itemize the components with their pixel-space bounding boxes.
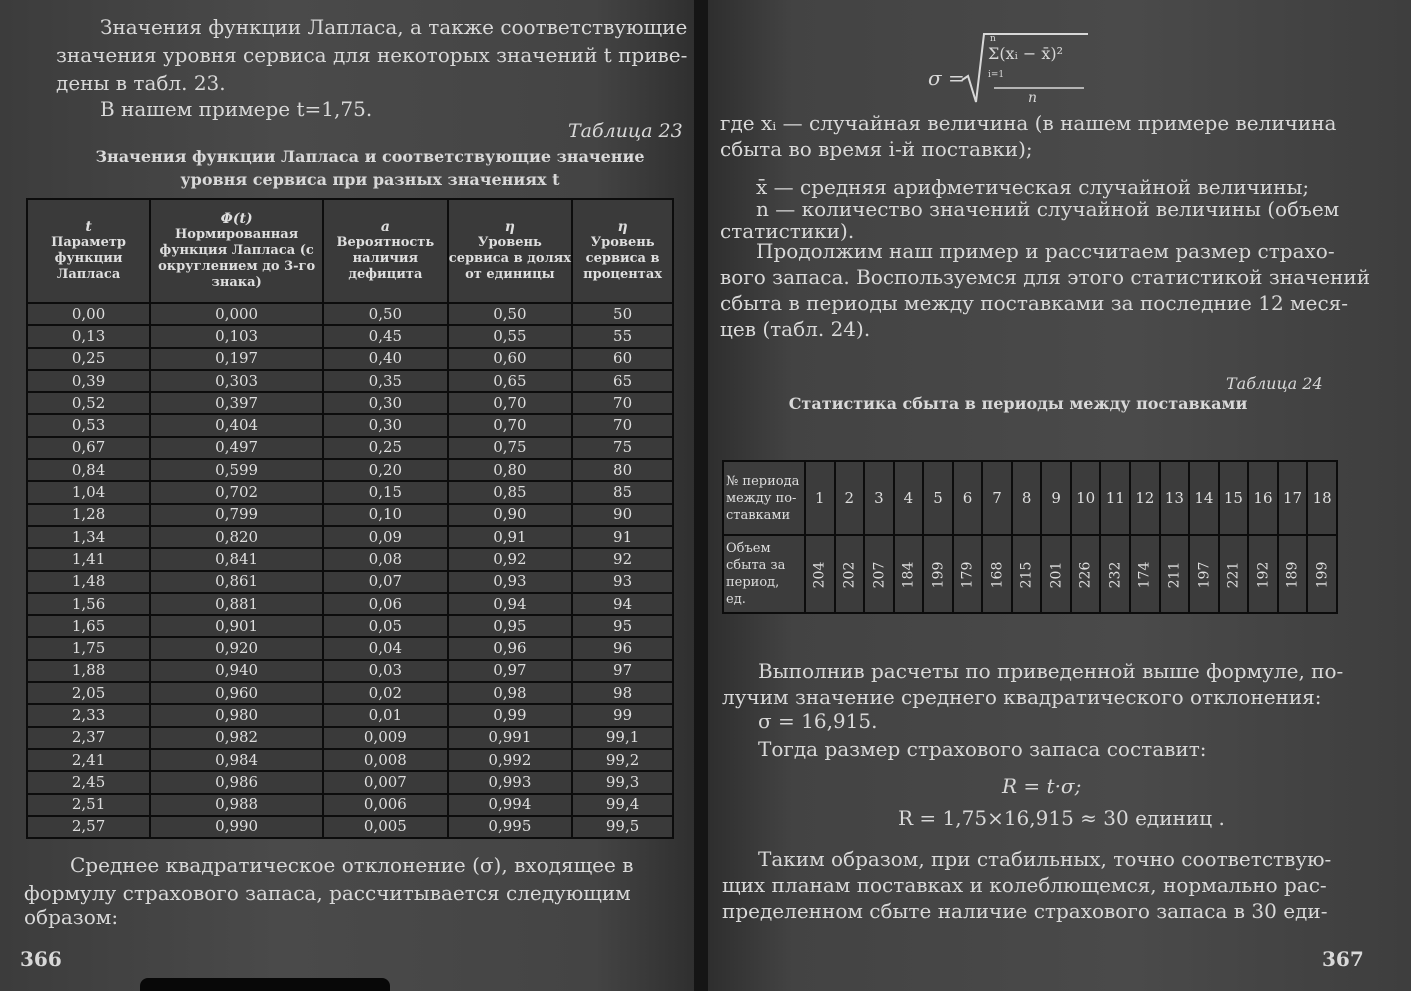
- table-cell: 0,94: [448, 593, 573, 615]
- table-cell: 0,920: [150, 637, 323, 659]
- header-symbol: t: [85, 219, 92, 235]
- volume-cell: [1012, 535, 1042, 613]
- header-symbol: a: [380, 219, 390, 235]
- volume-value: 226: [1077, 561, 1094, 589]
- table-cell: 0,497: [150, 437, 323, 459]
- final-line-3: пределенном сбыте наличие страхового запаса в 30 еди-: [722, 899, 1328, 923]
- formula-numerator: Σ(xᵢ − x̄)²: [988, 44, 1064, 63]
- table-cell: 75: [572, 437, 673, 459]
- table-cell: 0,02: [323, 682, 447, 704]
- table-cell: 0,994: [448, 794, 573, 816]
- period-cell: 2: [835, 461, 865, 535]
- period-cell: 13: [1160, 461, 1190, 535]
- bottom-line-1: Среднее квадратическое отклонение (σ), входящее в: [70, 853, 634, 877]
- volume-cell: [1041, 535, 1071, 613]
- volume-cell: [894, 535, 924, 613]
- table-row: [27, 504, 673, 526]
- table-cell: 1,04: [27, 481, 150, 503]
- sqrt-sign-icon: [960, 30, 1090, 108]
- formula-sigma: σ =: [928, 66, 965, 90]
- table-cell: 0,50: [448, 303, 573, 325]
- table-cell: 99,1: [572, 727, 673, 749]
- table-cell: 0,98: [448, 682, 573, 704]
- period-cell: 15: [1219, 461, 1249, 535]
- laplace-table: [26, 198, 674, 839]
- table-cell: 0,04: [323, 637, 447, 659]
- table-cell: 0,80: [448, 459, 573, 481]
- final-line-1: Таким образом, при стабильных, точно соответствую-: [758, 847, 1332, 871]
- volume-value: 207: [870, 561, 887, 589]
- table-cell: 85: [572, 481, 673, 503]
- table-cell: 0,30: [323, 414, 447, 436]
- intro-line-2: значения уровня сервиса для некоторых значений t приве-: [56, 43, 688, 67]
- volume-value: 201: [1048, 561, 1065, 589]
- para-line-1: Продолжим наш пример и рассчитаем размер страхо-: [756, 239, 1335, 263]
- table-cell: 0,982: [150, 727, 323, 749]
- table-cell: 0,84: [27, 459, 150, 481]
- table-cell: 0,05: [323, 615, 447, 637]
- table-cell: 0,99: [448, 704, 573, 726]
- table-cell: 0,995: [448, 816, 573, 838]
- table-cell: 96: [572, 637, 673, 659]
- table-row: [27, 414, 673, 436]
- period-row-header: № периода между по-ставками: [723, 461, 805, 535]
- table-cell: 55: [572, 325, 673, 347]
- table-cell: 0,97: [448, 660, 573, 682]
- volume-cell: [1130, 535, 1160, 613]
- laplace-table-header: [27, 199, 673, 303]
- table-cell: 2,33: [27, 704, 150, 726]
- volume-cell: [1248, 535, 1278, 613]
- table-cell: 80: [572, 459, 673, 481]
- volume-cell: [1071, 535, 1101, 613]
- table-cell: 0,008: [323, 749, 447, 771]
- table-cell: 0,60: [448, 348, 573, 370]
- bottom-line-3: образом:: [24, 905, 119, 929]
- laplace-header-4: [572, 199, 673, 303]
- table-cell: 0,90: [448, 504, 573, 526]
- table-cell: 1,28: [27, 504, 150, 526]
- table-cell: 0,25: [27, 348, 150, 370]
- table-23-title-line-1: Значения функции Лапласа и соответствующие значение: [95, 147, 645, 166]
- table-cell: 1,34: [27, 526, 150, 548]
- table-cell: 1,88: [27, 660, 150, 682]
- table-cell: 2,05: [27, 682, 150, 704]
- volume-value: 184: [900, 561, 917, 589]
- period-cell: 4: [894, 461, 924, 535]
- intro-line-3: дены в табл. 23.: [56, 71, 226, 95]
- formula-r-2: R = 1,75×16,915 ≈ 30 единиц .: [898, 806, 1225, 830]
- table-cell: 0,67: [27, 437, 150, 459]
- table-row: [27, 727, 673, 749]
- table-cell: 0,91: [448, 526, 573, 548]
- volume-value: 168: [989, 561, 1006, 589]
- calc-line-3: σ = 16,915.: [758, 709, 878, 733]
- bottom-line-2: формулу страхового запаса, рассчитывается следующим: [24, 881, 631, 905]
- volume-value: 179: [959, 561, 976, 589]
- period-cell: 1: [805, 461, 835, 535]
- volume-value: 211: [1166, 561, 1183, 589]
- table-cell: 0,986: [150, 771, 323, 793]
- table-cell: 0,53: [27, 414, 150, 436]
- table-row: [27, 816, 673, 838]
- table-cell: 0,52: [27, 392, 150, 414]
- table-cell: 0,70: [448, 392, 573, 414]
- volume-cell: [1219, 535, 1249, 613]
- table-row: [27, 437, 673, 459]
- volume-value: 192: [1254, 561, 1271, 589]
- table-cell: 0,39: [27, 370, 150, 392]
- laplace-header-1: [150, 199, 323, 303]
- table-cell: 0,03: [323, 660, 447, 682]
- table-cell: 0,08: [323, 548, 447, 570]
- header-symbol: Φ(t): [220, 211, 253, 227]
- example-line: В нашем примере t=1,75.: [100, 97, 373, 121]
- table-row: [27, 704, 673, 726]
- table-cell: 0,901: [150, 615, 323, 637]
- table-row: [27, 392, 673, 414]
- table-cell: 1,75: [27, 637, 150, 659]
- formula-r-1: R = t·σ;: [1002, 774, 1082, 798]
- table-row: [27, 660, 673, 682]
- table-cell: 1,65: [27, 615, 150, 637]
- table-row: [27, 325, 673, 347]
- table-cell: 0,103: [150, 325, 323, 347]
- header-text: Нормированная функция Лапласа (с округлением до 3-го знака): [158, 227, 316, 290]
- laplace-header-2: [323, 199, 447, 303]
- left-page: [0, 0, 700, 991]
- table-row: [27, 370, 673, 392]
- period-cell: 9: [1041, 461, 1071, 535]
- table-cell: 0,93: [448, 571, 573, 593]
- header-text: Вероятность наличия дефицита: [336, 235, 435, 282]
- volume-cell: [1278, 535, 1308, 613]
- table-cell: 0,06: [323, 593, 447, 615]
- table-row: [27, 348, 673, 370]
- volume-value: 221: [1225, 561, 1242, 589]
- table-cell: 0,07: [323, 571, 447, 593]
- table-23-title-line-2: уровня сервиса при разных значениях t: [180, 170, 560, 189]
- table-cell: 99,4: [572, 794, 673, 816]
- volume-value: 199: [929, 561, 946, 589]
- def-line-3: x̄ — средняя арифметическая случайной величины;: [756, 175, 1310, 199]
- table-cell: 0,940: [150, 660, 323, 682]
- period-cell: 11: [1100, 461, 1130, 535]
- page-number-left: 366: [20, 947, 62, 971]
- sigma-formula: [928, 30, 1128, 110]
- para-line-4: цев (табл. 24).: [720, 317, 871, 341]
- para-line-3: сбыта в периоды между поставками за последние 12 меся-: [720, 291, 1349, 315]
- table-cell: 0,50: [323, 303, 447, 325]
- table-cell: 0,09: [323, 526, 447, 548]
- volume-value: 204: [811, 561, 828, 589]
- table-cell: 1,41: [27, 548, 150, 570]
- table-cell: 0,007: [323, 771, 447, 793]
- table-cell: 0,009: [323, 727, 447, 749]
- table-cell: 2,57: [27, 816, 150, 838]
- period-cell: 3: [864, 461, 894, 535]
- formula-denominator: n: [1028, 90, 1038, 106]
- def-line-2: сбыта во время i-й поставки);: [720, 137, 1033, 161]
- table-cell: 0,95: [448, 615, 573, 637]
- volume-cell: [982, 535, 1012, 613]
- table-cell: 0,992: [448, 749, 573, 771]
- dark-object: [140, 978, 390, 991]
- period-cell: 14: [1189, 461, 1219, 535]
- volume-cell: [1307, 535, 1337, 613]
- table-row: [27, 637, 673, 659]
- table-row: [27, 682, 673, 704]
- period-cell: 8: [1012, 461, 1042, 535]
- period-cell: 18: [1307, 461, 1337, 535]
- sales-table-volume-row: [723, 535, 1337, 613]
- table-cell: 0,993: [448, 771, 573, 793]
- table-row: [27, 615, 673, 637]
- header-text: Уровень сервиса в процентах: [583, 235, 663, 282]
- period-cell: 5: [923, 461, 953, 535]
- table-cell: 0,35: [323, 370, 447, 392]
- table-cell: 60: [572, 348, 673, 370]
- volume-cell: [923, 535, 953, 613]
- table-cell: 97: [572, 660, 673, 682]
- laplace-table-body: [27, 303, 673, 838]
- table-cell: 0,96: [448, 637, 573, 659]
- table-cell: 0,30: [323, 392, 447, 414]
- period-cell: 7: [982, 461, 1012, 535]
- table-cell: 0,00: [27, 303, 150, 325]
- table-cell: 1,48: [27, 571, 150, 593]
- period-cell: 12: [1130, 461, 1160, 535]
- table-23-label: Таблица 23: [568, 120, 683, 142]
- table-cell: 0,404: [150, 414, 323, 436]
- table-cell: 0,006: [323, 794, 447, 816]
- table-cell: 0,10: [323, 504, 447, 526]
- table-cell: 0,980: [150, 704, 323, 726]
- para-line-2: вого запаса. Воспользуемся для этого статистикой значений: [720, 265, 1371, 289]
- table-cell: 0,991: [448, 727, 573, 749]
- table-cell: 92: [572, 548, 673, 570]
- table-cell: 95: [572, 615, 673, 637]
- calc-line-1: Выполнив расчеты по приведенной выше формуле, по-: [758, 659, 1344, 683]
- table-24-title: Статистика сбыта в периоды между поставками: [788, 394, 1248, 413]
- sales-table-period-row: [723, 461, 1337, 535]
- volume-value: 199: [1314, 561, 1331, 589]
- table-cell: 0,25: [323, 437, 447, 459]
- table-cell: 0,15: [323, 481, 447, 503]
- table-cell: 0,397: [150, 392, 323, 414]
- def-line-1: где xᵢ — случайная величина (в нашем примере величина: [720, 111, 1337, 135]
- intro-line-1: Значения функции Лапласа, а также соответствующие: [100, 15, 688, 39]
- laplace-header-3: [448, 199, 573, 303]
- table-row: [27, 593, 673, 615]
- table-row: [27, 771, 673, 793]
- def-line-4: n — количество значений случайной величины (объем: [756, 197, 1340, 221]
- volume-cell: [1160, 535, 1190, 613]
- def-line-5: статистики).: [720, 219, 855, 243]
- table-cell: 0,841: [150, 548, 323, 570]
- table-cell: 0,20: [323, 459, 447, 481]
- final-line-2: щих планам поставках и колеблющемся, нормально рас-: [722, 873, 1327, 897]
- table-cell: 90: [572, 504, 673, 526]
- period-cell: 16: [1248, 461, 1278, 535]
- table-cell: 2,51: [27, 794, 150, 816]
- volume-row-header: Объем сбыта за период, ед.: [723, 535, 805, 613]
- table-cell: 2,37: [27, 727, 150, 749]
- table-cell: 99: [572, 704, 673, 726]
- header-symbol: η: [504, 219, 515, 235]
- volume-cell: [835, 535, 865, 613]
- table-cell: 0,000: [150, 303, 323, 325]
- table-cell: 2,41: [27, 749, 150, 771]
- volume-cell: [1100, 535, 1130, 613]
- table-row: [27, 459, 673, 481]
- header-text: Уровень сервиса в долях от единицы: [448, 235, 572, 282]
- sum-lower-limit: i=1: [988, 70, 1005, 80]
- volume-value: 189: [1284, 561, 1301, 589]
- table-cell: 50: [572, 303, 673, 325]
- table-cell: 0,820: [150, 526, 323, 548]
- table-row: [27, 481, 673, 503]
- table-cell: 0,45: [323, 325, 447, 347]
- table-cell: 0,984: [150, 749, 323, 771]
- volume-value: 215: [1018, 561, 1035, 589]
- table-row: [27, 548, 673, 570]
- table-row: [27, 526, 673, 548]
- sales-table: [722, 460, 1338, 614]
- table-cell: 0,40: [323, 348, 447, 370]
- table-cell: 0,65: [448, 370, 573, 392]
- table-cell: 0,799: [150, 504, 323, 526]
- page-number-right: 367: [1322, 947, 1364, 971]
- table-cell: 1,56: [27, 593, 150, 615]
- calc-line-2: лучим значение среднего квадратического отклонения:: [722, 685, 1322, 709]
- calc-line-4: Тогда размер страхового запаса составит:: [758, 737, 1207, 761]
- table-row: [27, 749, 673, 771]
- period-cell: 10: [1071, 461, 1101, 535]
- table-cell: 91: [572, 526, 673, 548]
- table-cell: 0,599: [150, 459, 323, 481]
- table-cell: 0,55: [448, 325, 573, 347]
- table-cell: 0,92: [448, 548, 573, 570]
- table-cell: 0,197: [150, 348, 323, 370]
- laplace-header-0: [27, 199, 150, 303]
- table-row: [27, 303, 673, 325]
- volume-value: 174: [1136, 561, 1153, 589]
- table-cell: 0,960: [150, 682, 323, 704]
- sum-upper-limit: n: [990, 34, 996, 44]
- table-cell: 70: [572, 392, 673, 414]
- table-cell: 70: [572, 414, 673, 436]
- table-cell: 0,702: [150, 481, 323, 503]
- table-cell: 0,85: [448, 481, 573, 503]
- table-cell: 98: [572, 682, 673, 704]
- volume-value: 202: [841, 561, 858, 589]
- table-cell: 0,70: [448, 414, 573, 436]
- table-cell: 0,988: [150, 794, 323, 816]
- header-symbol: η: [617, 219, 628, 235]
- table-cell: 93: [572, 571, 673, 593]
- table-cell: 0,881: [150, 593, 323, 615]
- table-cell: 99,5: [572, 816, 673, 838]
- table-cell: 0,005: [323, 816, 447, 838]
- period-cell: 6: [953, 461, 983, 535]
- table-cell: 94: [572, 593, 673, 615]
- volume-cell: [1189, 535, 1219, 613]
- table-cell: 0,990: [150, 816, 323, 838]
- table-cell: 0,01: [323, 704, 447, 726]
- header-text: Параметр функции Лапласа: [51, 235, 127, 282]
- period-cell: 17: [1278, 461, 1308, 535]
- table-cell: 0,13: [27, 325, 150, 347]
- volume-value: 232: [1107, 561, 1124, 589]
- table-cell: 2,45: [27, 771, 150, 793]
- volume-value: 197: [1195, 561, 1212, 589]
- table-row: [27, 571, 673, 593]
- table-cell: 99,2: [572, 749, 673, 771]
- volume-cell: [805, 535, 835, 613]
- table-cell: 0,861: [150, 571, 323, 593]
- volume-cell: [864, 535, 894, 613]
- table-row: [27, 794, 673, 816]
- table-cell: 65: [572, 370, 673, 392]
- table-24-label: Таблица 24: [1226, 374, 1323, 393]
- table-cell: 99,3: [572, 771, 673, 793]
- volume-cell: [953, 535, 983, 613]
- table-cell: 0,75: [448, 437, 573, 459]
- table-cell: 0,303: [150, 370, 323, 392]
